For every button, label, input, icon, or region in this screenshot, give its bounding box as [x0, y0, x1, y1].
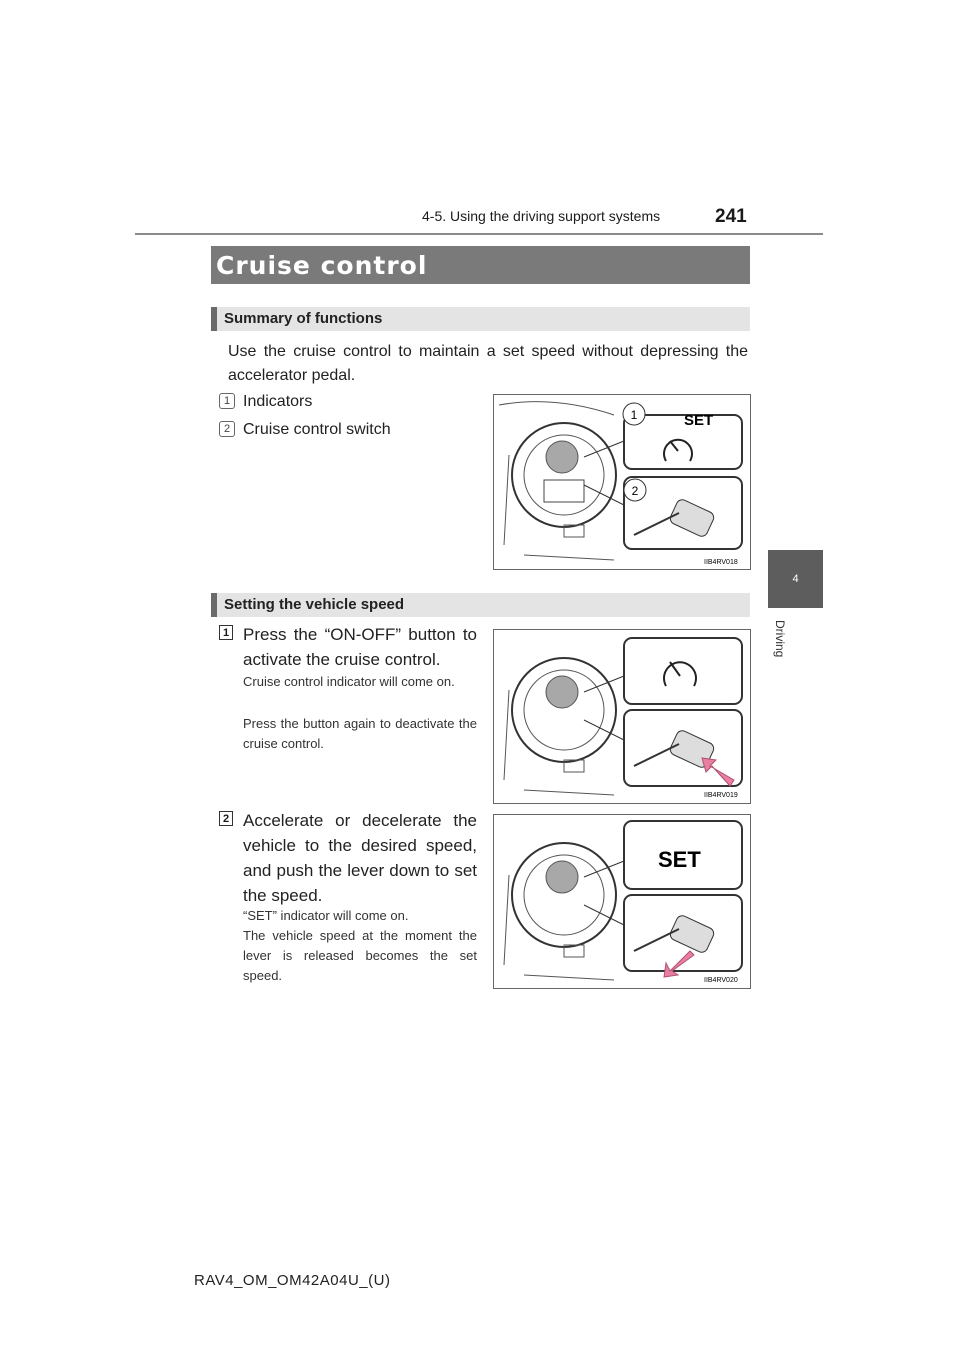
page-title: Cruise control	[216, 251, 428, 280]
figure-code-019: IIB4RV019	[704, 792, 738, 799]
step-1-note-2: Press the button again to deactivate the cruise control.	[243, 716, 477, 751]
step-1-marker: 1	[219, 625, 233, 640]
on-off-illustration	[494, 630, 750, 803]
item-1-label: Indicators	[243, 393, 313, 410]
summary-heading: Summary of functions	[224, 310, 383, 327]
step-2-text: Accelerate or decelerate the vehicle to the desired speed, and push the lever down to set the speed.	[243, 811, 477, 905]
figure-set-speed	[493, 814, 751, 989]
cockpit-illustration	[494, 395, 750, 569]
indicator-callout	[624, 415, 742, 469]
step-2-marker: 2	[219, 811, 233, 826]
document-code: RAV4_OM_OM42A04U_(U)	[194, 1272, 391, 1289]
item-2-label: Cruise control switch	[243, 421, 391, 438]
chapter-number: 4	[792, 573, 799, 585]
figure-code-018: IIB4RV018	[704, 559, 738, 566]
step-1-note-1: Cruise control indicator will come on.	[243, 674, 455, 689]
step-1-text: Press the “ON-OFF” button to activate the cruise control.	[243, 625, 477, 669]
callout-1: 1	[630, 408, 638, 422]
step-2-note-2: The vehicle speed at the moment the lever is released becomes the set speed.	[243, 928, 477, 983]
set-indicator-label: SET	[684, 412, 714, 429]
item-2-marker: 2	[219, 421, 235, 437]
figure-code-020: IIB4RV020	[704, 977, 738, 984]
page-number: 241	[715, 206, 747, 227]
set-large-label: SET	[658, 847, 701, 872]
summary-intro: Use the cruise control to maintain a set speed without depressing the accelerator pedal.	[228, 343, 748, 384]
callout-2: 2	[631, 484, 639, 498]
set-speed-illustration	[494, 815, 750, 988]
figure-cockpit-overview	[493, 394, 751, 570]
setting-heading: Setting the vehicle speed	[224, 596, 405, 613]
header-rule	[135, 233, 823, 235]
step-2-note-1: “SET” indicator will come on.	[243, 908, 409, 923]
figure-on-off	[493, 629, 751, 804]
item-1-marker: 1	[219, 393, 235, 409]
chapter-tab	[768, 550, 823, 608]
section-title: 4-5. Using the driving support systems	[422, 208, 661, 224]
chapter-label: Driving	[773, 620, 787, 658]
